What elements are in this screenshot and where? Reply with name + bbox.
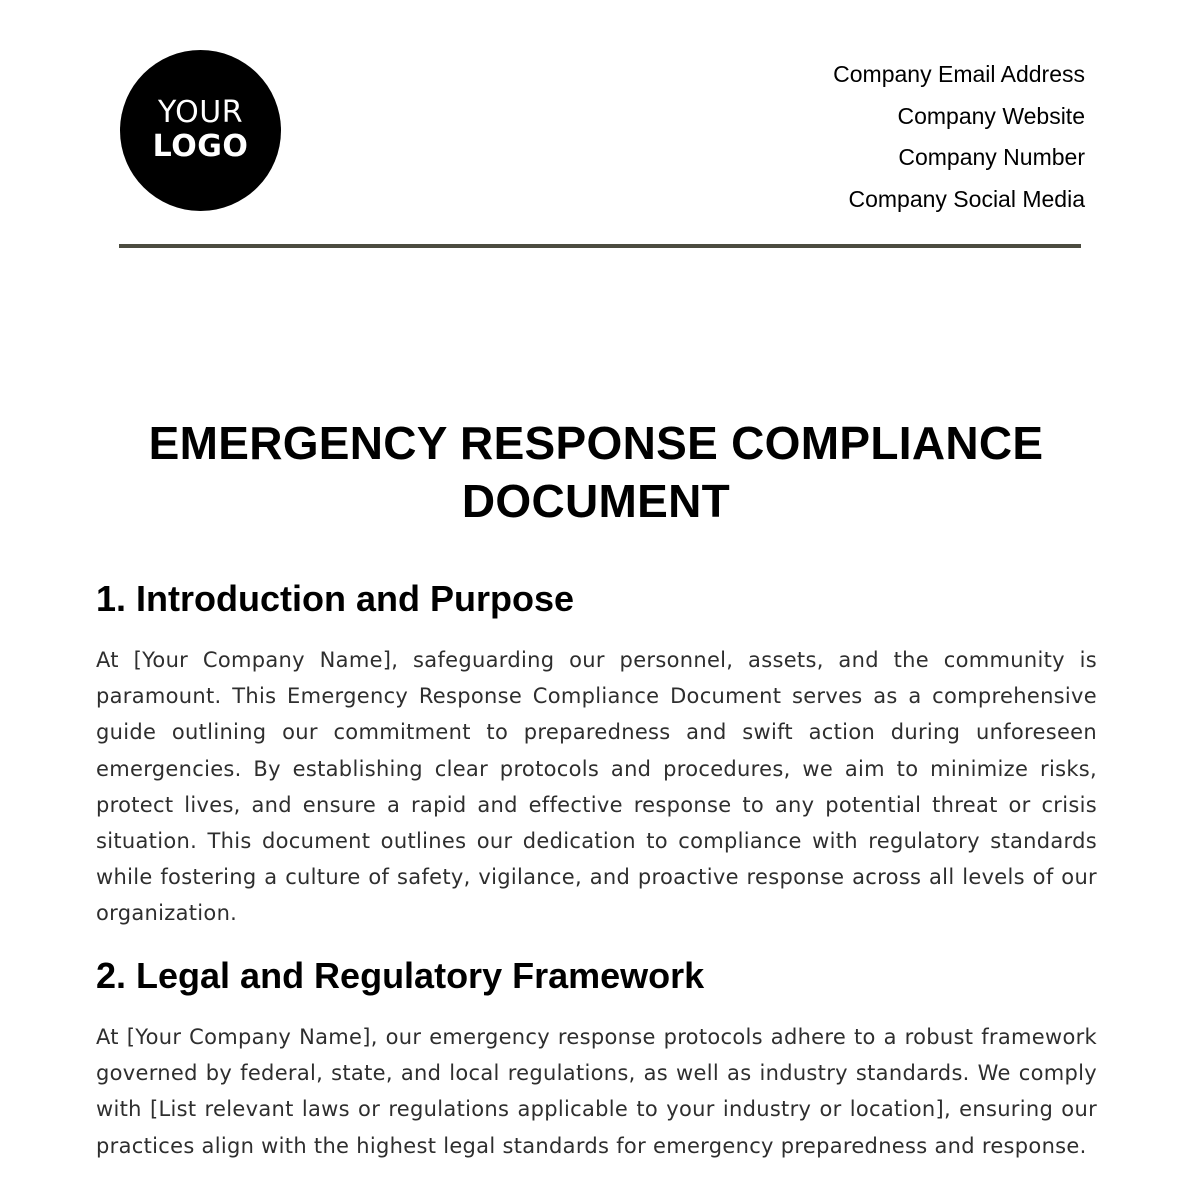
section-heading-introduction: 1. Introduction and Purpose bbox=[96, 578, 575, 619]
company-number: Company Number bbox=[898, 144, 1085, 170]
section-body-legal-framework: At [Your Company Name], our emergency response protocols adhere to a robust framework governed by federal, state, and local regulations, as well as industry standards. We comply with [List relevant laws or regulations applicable to your industry or location], ensuring our practices align with the highest legal standards for emergency preparedness and response. bbox=[96, 1025, 1097, 1158]
logo-text-logo: LOGO bbox=[152, 128, 249, 164]
section-heading-legal-framework: 2. Legal and Regulatory Framework bbox=[96, 955, 705, 996]
header-divider bbox=[119, 244, 1081, 248]
company-email: Company Email Address bbox=[833, 61, 1085, 87]
document-title: EMERGENCY RESPONSE COMPLIANCE DOCUMENT bbox=[148, 417, 1044, 527]
logo-text-your: YOUR bbox=[157, 94, 244, 130]
company-logo bbox=[120, 50, 281, 211]
company-contact-block bbox=[833, 54, 1085, 220]
company-social-media: Company Social Media bbox=[848, 185, 1085, 212]
section-body-introduction: At [Your Company Name], safeguarding our personnel, assets, and the community is paramount. This Emergency Response Compliance Document serves as a comprehensive guide outlining our commitment to preparedness and swift action during unforeseen emergencies. By establishing clear protocols and procedures, we aim to minimize risks, protect lives, and ensure a rapid and effective response to any potential threat or crisis situation. This document outlines our dedication to compliance with regulatory standards while fostering a culture of safety, vigilance, and proactive response across all levels of our organization. bbox=[96, 648, 1097, 926]
company-website: Company Website bbox=[897, 102, 1085, 129]
